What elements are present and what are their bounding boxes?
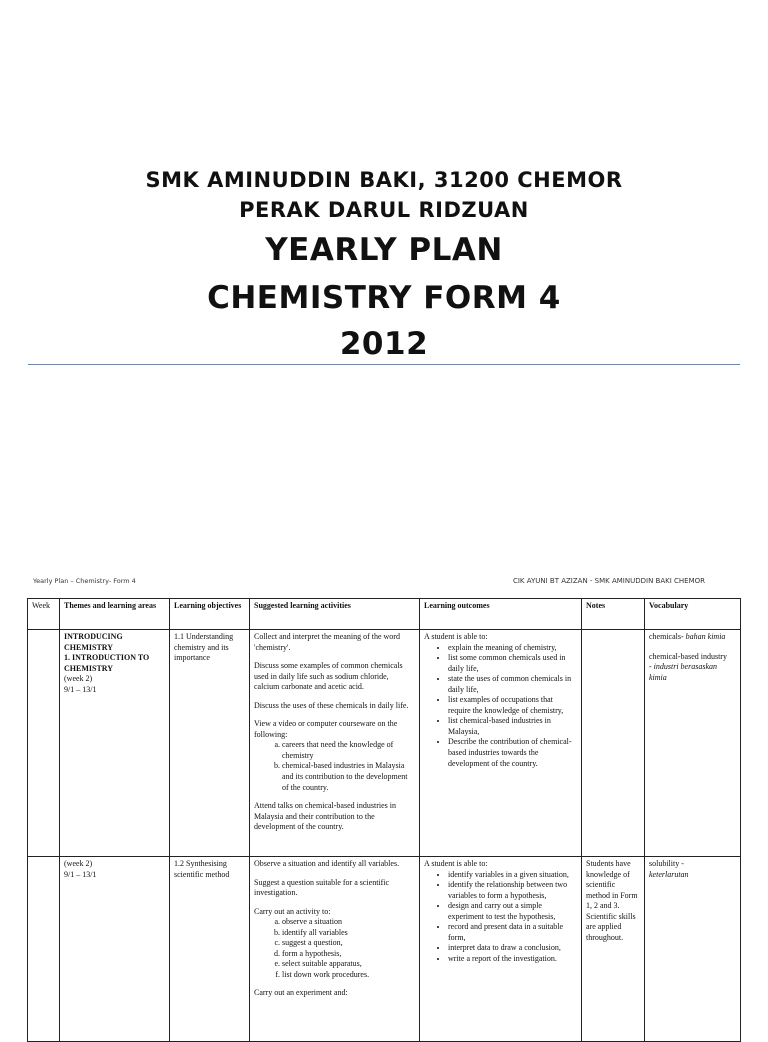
row2-outcomes <box>420 857 582 1042</box>
list-item: • list examples of occupations that require the knowledge of chemistry, <box>448 695 577 716</box>
row1-theme <box>60 630 170 857</box>
table-row <box>28 630 741 857</box>
list-item: • identify the relationship between two variables to form a hypothesis, <box>448 880 577 901</box>
row2-activities <box>250 857 420 1042</box>
list-item: d. form a hypothesis, <box>282 949 415 960</box>
row1-activity-4: View a video or computer courseware on the following: <box>254 719 398 739</box>
col-week: Week <box>28 599 60 630</box>
row1-activity-4-list <box>254 740 415 793</box>
list-item: • interpret data to draw a conclusion, <box>448 943 577 954</box>
row1-vocab-1: chemicals- bahan kimia <box>649 632 726 641</box>
list-item: • list some common chemicals used in daily life, <box>448 653 577 674</box>
row2-notes: Students have knowledge of scientific method in Form 1, 2 and 3. Scientific skills are applied throughout. <box>582 857 645 1042</box>
row1-outcomes <box>420 630 582 857</box>
table-header-row <box>28 599 741 630</box>
page-header-right: CIK AYUNI BT AZIZAN - SMK AMINUDDIN BAKI CHEMOR <box>512 577 705 585</box>
row2-vocab-1: solubility - <box>649 859 684 868</box>
row1-activity-5: Attend talks on chemical-based industries in Malaysia and their contribution to the development of the country. <box>254 801 396 832</box>
row2-activity-3: Carry out an activity to: <box>254 906 331 916</box>
school-name: SMK AMINUDDIN BAKI, 31200 CHEMOR <box>145 168 623 192</box>
doc-year: 2012 <box>339 326 429 362</box>
doc-title: YEARLY PLAN <box>265 232 503 268</box>
row1-activity-3: Discuss the uses of these chemicals in daily life. <box>254 700 409 710</box>
row1-activities <box>250 630 420 857</box>
doc-subject: CHEMISTRY FORM 4 <box>207 280 561 316</box>
col-objectives: Learning objectives <box>170 599 250 630</box>
list-item: c. suggest a question, <box>282 938 415 949</box>
list-item: • state the uses of common chemicals in daily life, <box>448 674 577 695</box>
list-item: • write a report of the investigation. <box>448 954 577 965</box>
list-item: • Describe the contribution of chemical-based industries towards the development of the country. <box>448 737 577 769</box>
row2-theme-dates: 9/1 – 13/1 <box>64 869 97 879</box>
row1-notes <box>582 630 645 857</box>
row1-outcome-intro: A student is able to: <box>424 632 488 641</box>
row2-vocab-1-translation: keterlarutan <box>649 869 689 879</box>
list-item: a. observe a situation <box>282 917 415 928</box>
row1-vocab-2: chemical-based industry <box>649 651 727 661</box>
row2-week <box>28 857 60 1042</box>
row1-outcome-list <box>424 643 577 770</box>
col-themes: Themes and learning areas <box>60 599 170 630</box>
row1-vocab-2-translation: - industri berasaskan kimia <box>649 662 717 682</box>
school-state: PERAK DARUL RIDZUAN <box>239 198 529 222</box>
row1-theme-dates: 9/1 – 13/1 <box>64 684 97 694</box>
row2-objective: 1.2 Synthesising scientific method <box>170 857 250 1042</box>
list-item: • identify variables in a given situation, <box>448 870 577 881</box>
list-item: e. select suitable apparatus, <box>282 959 415 970</box>
col-vocabulary: Vocabulary <box>645 599 741 630</box>
list-item: • explain the meaning of chemistry, <box>448 643 577 654</box>
row2-theme-week: (week 2) <box>64 859 93 868</box>
row2-activity-4: Carry out an experiment and: <box>254 988 348 998</box>
row1-theme-line2: 1. INTRODUCTION TO CHEMISTRY <box>64 653 150 673</box>
col-outcomes: Learning outcomes <box>420 599 582 630</box>
list-item: a. careers that need the knowledge of chemistry <box>282 740 415 761</box>
row1-objective: 1.1 Understanding chemistry and its importance <box>170 630 250 857</box>
row2-theme <box>60 857 170 1042</box>
row2-activity-3-list <box>254 917 415 980</box>
row1-theme-week: (week 2) <box>64 674 93 684</box>
row2-activity-2: Suggest a question suitable for a scientific investigation. <box>254 877 390 898</box>
list-item: b. identify all variables <box>282 928 415 939</box>
row1-vocabulary <box>645 630 741 857</box>
list-item: • record and present data in a suitable form, <box>448 922 577 943</box>
list-item: • list chemical-based industries in Malaysia, <box>448 716 577 737</box>
row1-theme-line1: INTRODUCING CHEMISTRY <box>64 632 123 652</box>
cover-divider <box>28 364 740 365</box>
col-activities: Suggested learning activities <box>250 599 420 630</box>
row1-week <box>28 630 60 857</box>
row2-outcome-intro: A student is able to: <box>424 859 488 868</box>
col-notes: Notes <box>582 599 645 630</box>
page-header-left: Yearly Plan – Chemistry- Form 4 <box>33 577 136 585</box>
row2-activity-1: Observe a situation and identify all variables. <box>254 859 400 868</box>
list-item: b. chemical-based industries in Malaysia and its contribution to the development of the country. <box>282 761 415 793</box>
table-row <box>28 857 741 1042</box>
row2-vocabulary <box>645 857 741 1042</box>
yearly-plan-table <box>27 598 741 1042</box>
list-item: • design and carry out a simple experiment to test the hypothesis, <box>448 901 577 922</box>
row2-outcome-list <box>424 870 577 965</box>
list-item: f. list down work procedures. <box>282 970 415 981</box>
row1-activity-2: Discuss some examples of common chemicals used in daily life such as sodium chloride, calcium carbonate and acetic acid. <box>254 661 403 692</box>
row1-activity-1: Collect and interpret the meaning of the word 'chemistry'. <box>254 632 400 652</box>
